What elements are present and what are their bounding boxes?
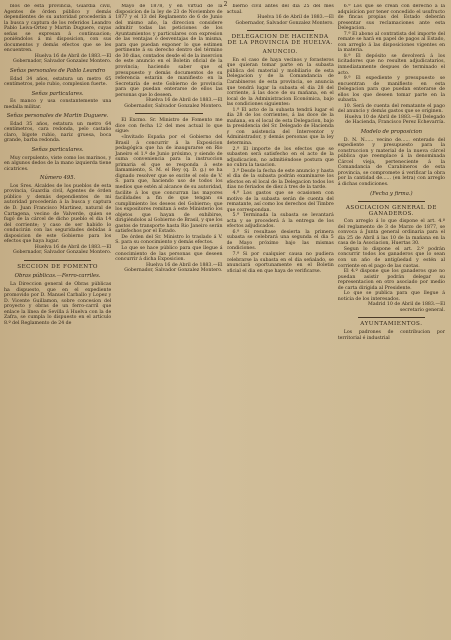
paragraph: El Excmo. Sr. Ministro de Fomento me dice con fecha 12 del mes actual lo que sigue: (115, 118, 223, 135)
subheading: Señas personales de Martin Duguere. (6, 113, 109, 120)
paragraph: La Direccion general de Obras públicas ha dispuesto, que en el expediente promovido por D. Manuel Carballo y Lopez y D. Vicente Guillamon, sobre concesion del proyecto y obras de un ferro-carril que enlace la línea de Sevilla á Huelva con la de Zafra, se cumpla lo dispuesto en el artículo 8.º del Reglamento de 24 de (4, 281, 112, 326)
paragraph: Los padrones de contribucion por territorial é industrial (337, 329, 445, 341)
column-2 (115, 4, 222, 632)
page-number: 2 (223, 1, 228, 8)
signature: Huelva 10 de Abril de 1883.—El Delegado de Hacienda, Francisco Perez Echevarría. (344, 114, 445, 126)
subheading: Obras públicas.—Ferro-carriles. (14, 273, 101, 280)
divider (24, 260, 91, 261)
paragraph: 1.ª El acto de la subasta tendrá lugar el dia 28 de los corrientes, á las doce de la mañana, en el local de esta Delegacion, bajo la presidencia del Sr. Delegado de Hacienda y con asistencia del Interventor y Administrador, y demás personas que la ley determina. (226, 107, 334, 147)
paragraph: Muy corpulento, viste como los marinos, y en algunos dedos de la mano izquierda tiene cicatrices. (4, 155, 112, 172)
signature: Huelva 16 de Abril de 1883.—El Gobernador, Salvador Gonzalez Montero. (12, 244, 112, 256)
paragraph: 4.ª Los gastos que se ocasionen con motivo de la subasta serán de cuenta del rematante, así como los derechos del Timbre que correspondan. (226, 190, 334, 213)
divider (247, 30, 314, 31)
paragraph: 10. Será de cuenta del rematante el pago del anuncio y demás gastos que se originen. (337, 103, 445, 115)
column-3 (227, 4, 334, 632)
subheading: ANUNCIO. (262, 49, 298, 56)
divider (358, 317, 425, 318)
paragraph: 6.ª Si resultase desierta la primera subasta se celebrará una segunda el dia 5 de Mayo próximo bajo las mismas condiciones. (226, 229, 334, 252)
divider (135, 113, 202, 114)
paragraph: Segun lo dispone el art. 2.º podrán concurrir todos los ganaderos que lo sean con un año de antigüedad y estén al corriente en el pago de las cuotas. (337, 246, 445, 269)
paragraph: blos de esta provincia, Guardia civil, Agentes de órden público y demás dependientes de su autoridad procederán á la busca y captura de los referidos Leandro Pablo Leiva-Ortez y Martin Duguere, cuyas señas se expresan á continuacion; poniéndolos á mi disposicion, con sus documentos y demás efectos que se les encuentren. (4, 4, 112, 54)
paragraph: El 4.º dispone que los ganaderos que no puedan asistir podrán delegar su representacion en otro asociado por medio de carta dirigida al Presidente. (337, 269, 445, 291)
signature: Huelva 16 de Abril de 1883.—El Gobernador, Salvador Gonzalez Montero. (235, 15, 334, 26)
column-4 (338, 4, 445, 632)
subheading: (Fecha y firma.) (370, 190, 413, 197)
divider (358, 201, 425, 202)
paragraph: 5.ª Terminada la subasta se levantará acta y se procederá á la entrega de los efectos adjudicados. (226, 213, 334, 230)
paragraph: Los Sres. Alcaldes de los pueblos de esta provincia, Guardia civil, Agentes de órden público y demás dependientes de mi autoridad procederán á la busca y captura de D. Juan Francisco Martinez, natural de Cartagena, vecino de Valverde, quien se fugó de la cárcel de dicho pueblo el dia 14 del corriente; y caso de ser habido lo conducirán con las seguridades debidas á disposicion de este Gobierno para los efectos que haya lugar. (4, 183, 112, 245)
paragraph: Lo que se hace público para que llegue á conocimiento de las personas que deseen concurrir á dicha Exposicion. (115, 245, 223, 263)
paragraph: «Invitado España por el Gobierno del Brasil á concurrir á la Exposicion pedagógica que ha de inaugurarse en Rio Janeiro el 1.º de Junio próximo, y siendo de suma conveniencia para la instruccion primaria el que se responda á este llamamiento, S. M. el Rey (q. D. g.) se ha dignado resolver que se excite el celo de V. S. para que, haciendo uso de todos los medios que estén al alcance de su autoridad, facilite á los que concurran las mayores facilidades a fin de que tengan su cumplimiento los deseos del Gobierno; que los expositores remitan á este Ministerio los objetos que hayan de exhibirse, dirigiéndolos al Gobierno de Brasil, y que los gastos de transporte hasta Rio Janeiro serán satisfechos por el Estado. (115, 135, 223, 235)
paragraph: Mayo de 1878, y en virtud de la disposicion de la ley de 23 de Noviembre de 1877 y el 13 del Reglamento de 6 de Junio del mismo año, la direccion considere admitir todas las peticiones de los Ayuntamientos y particulares con expresion de las ventajas ó desventajas de la misma, para que puedan exponer lo que estimen pertinente á su derecho dentro del término de 30 dias, contados desde el de la insercion de este anuncio en el Boletin oficial de la provincia; haciendo saber que el presupuesto y demás documentos de su referencia estarán de manifiesto en la Secretaría de este Gobierno de provincia para que puedan enterarse de ellos las personas que lo deseen. (115, 4, 223, 98)
subheading: Señas personales de Pablo Leandro (9, 68, 106, 75)
column-1 (4, 4, 111, 632)
paragraph: 7.ª Si por cualquier causa no pudiera celebrarse la subasta en el dia señalado, se anunciará oportunamente en el Boletin oficial el dia en que haya de verificarse. (226, 251, 334, 274)
section-heading: SECCION DE FOMENTO (17, 263, 99, 270)
subheading: Señas particulares. (31, 90, 84, 97)
subheading: Modelo de proposicion (360, 129, 423, 136)
signature: Huelva 16 de Abril de 1883.—El Gobernador, Salvador Gonzalez Montero. (124, 262, 223, 274)
section-heading: ASOCIACION GENERAL DE GANADEROS. (345, 205, 437, 217)
notice-number: Número 495. (39, 175, 76, 182)
subheading: Señas particulares. (31, 147, 84, 154)
paragraph: 2.ª El importe de los efectos que se subasten será satisfecho en el acto de la adjudicacion, no admitiéndose postura que no cubra la tasacion. (226, 146, 334, 169)
paragraph: D. N. N...... vecino de...... enterado del expediente y presupuesto para la construccion y material de la nueva cárcel pública que reemplace á la denominada Cárcel vieja, perteneciente á la Comandancia de Carabineros de esta provincia, se compromete á verificar la obra por la cantidad de...... (en letra) con arreglo á dichas condiciones. (337, 137, 445, 187)
columns (4, 4, 445, 632)
section-heading: AYUNTAMIENTOS. (360, 321, 423, 328)
paragraph: 6.ª Los que se crean con derecho á la adquisicion por tener concedido el usufructo de fincas propias del Estado deberán presentar sus reclamaciones ante esta Delegacion. (337, 4, 445, 32)
paragraph: Edad 35 años, estatura un metro 64 centímetros, cara redonda, pelo castaño claro, bigote rubio, nariz gruesa, boca grande, barba redonda. (4, 121, 112, 144)
paragraph: En el caso de haya vecinos y forasteros que quieran tomar parte en la subasta pública del material y mobiliario de esta Delegacion y de la Comandancia de Carabineros de esta provincia, se anuncia que tendrá lugar la subasta el dia 28 del corriente, á las doce de su mañana, en el local de la Administracion Económica, bajo las condiciones siguientes: (226, 57, 334, 108)
paragraph: 8.ª El depósito se devolverá á los licitadores que no resulten adjudicatarios, inmediatamente despues de terminado el acto. (337, 53, 445, 76)
paragraph: 7.ª El abono al contratista del importe del remate se hará en papel de pagos al Estado, con arreglo á las disposiciones vigentes en la materia. (337, 31, 445, 54)
paragraph: 9.ª El expediente y presupuesto se encuentran de manifiesto en esta Delegacion para que puedan enterarse de ellos los que deseen tomar parte en la subasta. (337, 76, 445, 104)
signature: Madrid 10 de Abril de 1883.—El secretario general. (368, 302, 445, 313)
paragraph: bierno civil antes del dia 25 del mes actual. (226, 4, 334, 15)
paragraph: De órden del Sr. Ministro lo traslado á V. S. para su conocimiento y demás efectos. (115, 234, 223, 246)
paragraph: Edad 34 años, estatura un metro 65 centímetros, pelo rubio, complexion fuerte. (4, 76, 112, 88)
paragraph: Lo que se publica para que llegue á noticia de los interesados. (337, 291, 445, 302)
paragraph: Es manco y usa constantemente una medalla militar. (4, 99, 112, 110)
signature: Huelva 16 de Abril de 1883.—El Gobernador, Salvador Gonzalez Montero. (124, 98, 223, 109)
paragraph: 3.ª Desde la fecha de este anuncio y hasta el dia de la subasta podrán examinarse los efectos en el local de la Delegacion todos los dias no feriados de diez á tres de la tarde. (226, 168, 334, 191)
paragraph: Con arreglo á lo que dispone el art. 4.º del reglamento de 3 de Marzo de 1877, se convoca á Junta general ordinaria para el dia 25 de Abril á las 10 de la mañana en la casa de la Asociacion, Huertas 30. (337, 219, 445, 247)
signature: Huelva 16 de Abril de 1883.—El Gobernador, Salvador Gonzalez Montero. (12, 53, 112, 65)
section-heading: DELEGACION DE HACIENDA DE LA PROVINCIA DE HUELVA. (227, 34, 333, 46)
